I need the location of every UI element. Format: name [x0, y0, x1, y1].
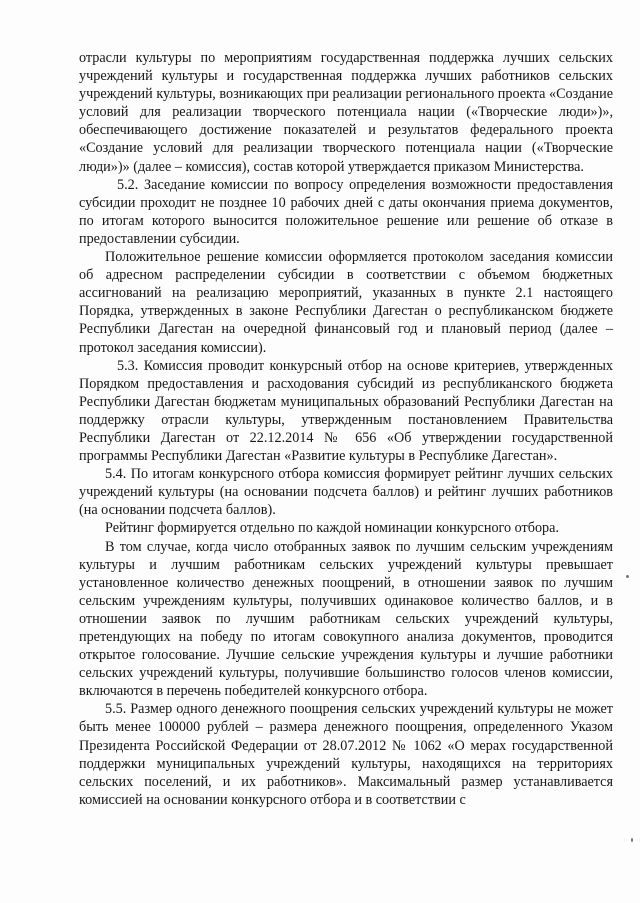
scan-speck — [626, 575, 629, 578]
scan-speck — [631, 838, 633, 842]
paragraph-rating: Рейтинг формируется отдельно по каждой номинации конкурсного отбора. — [105, 520, 559, 537]
paragraph-positive-decision: Положительное решение комиссии оформляется протоколом заседания комиссии об адресном распределении субсидии в соответствии с объемом бюджетных ассигнований на реализацию мероприятий, указанных в пункте 2.1 настоящего Порядка, утвержденных в законе Республики Дагестан о республиканском бюджете Республики Дагестан на очередной финансовый год и плановый период (далее – протокол заседания комиссии). — [79, 249, 613, 356]
paragraph-5-5: 5.5. Размер одного денежного поощрения сельских учреждений культуры не может быть менее 100000 рублей – размера денежного поощрения, определенного Указом Президента Российской Федерации от 28.07.2012 № 1062 «О мерах государственной поддержки муниципальных учреждений культуры, находящихся на территориях сельских поселений, и их работников». Максимальный размер устанавливается комиссией на основании конкурсного отбора и в соответствии с — [79, 701, 613, 808]
paragraph-voting: В том случае, когда число отобранных заявок по лучшим сельским учреждениям культуры и лучшим работникам сельских учреждений культуры превышает установленное количество денежных поощрений, в отношении заявок по лучшим сельским учреждениям культуры, получивших одинаковое количество баллов, и в отношении заявок по лучшим работникам сельских учреждений культуры, претендующих на победу по итогам совокупного анализа документов, проводится открытое голосование. Лучшие сельские учреждения культуры и лучшие работники сельских учреждений культуры, получившие большинство голосов членов комиссии, включаются в перечень победителей конкурсного отбора. — [79, 538, 613, 700]
paragraph-5-4: 5.4. По итогам конкурсного отбора комиссия формирует рейтинг лучших сельских учреждений культуры (на основании подсчета баллов) и рейтинг лучших работников (на основании подсчета баллов). — [79, 466, 613, 519]
paragraph-commission-intro: отрасли культуры по мероприятиям государственная поддержка лучших сельских учреждений культуры и государственная поддержка лучших работников сельских учреждений культуры, возникающих при реализации регионального проекта «Создание условий для реализации творческого потенциала нации («Творческие люди»)», обеспечивающего достижение показателей и результатов федерального проекта «Создание условий для реализации творческого потенциала нации («Творческие люди»)» (далее – комиссия), состав которой утверждается приказом Министерства. — [79, 50, 613, 175]
document-body — [79, 49, 613, 809]
paragraph-5-3: 5.3. Комиссия проводит конкурсный отбор на основе критериев, утвержденных Порядком предоставления и расходования субсидий из республиканского бюджета Республики Дагестан бюджетам муниципальных образований Республики Дагестан на поддержку отрасли культуры, утвержденным постановлением Правительства Республики Дагестан от 22.12.2014 № 656 «Об утверждении государственной программы Республики Дагестан «Развитие культуры в Республике Дагестан». — [79, 357, 613, 465]
paragraph-5-2: 5.2. Заседание комиссии по вопросу определения возможности предоставления субсидии проходит не позднее 10 рабочих дней с даты окончания приема документов, по итогам которого выносится положительное решение или решение об отказе в предоставлении субсидии. — [79, 176, 613, 247]
